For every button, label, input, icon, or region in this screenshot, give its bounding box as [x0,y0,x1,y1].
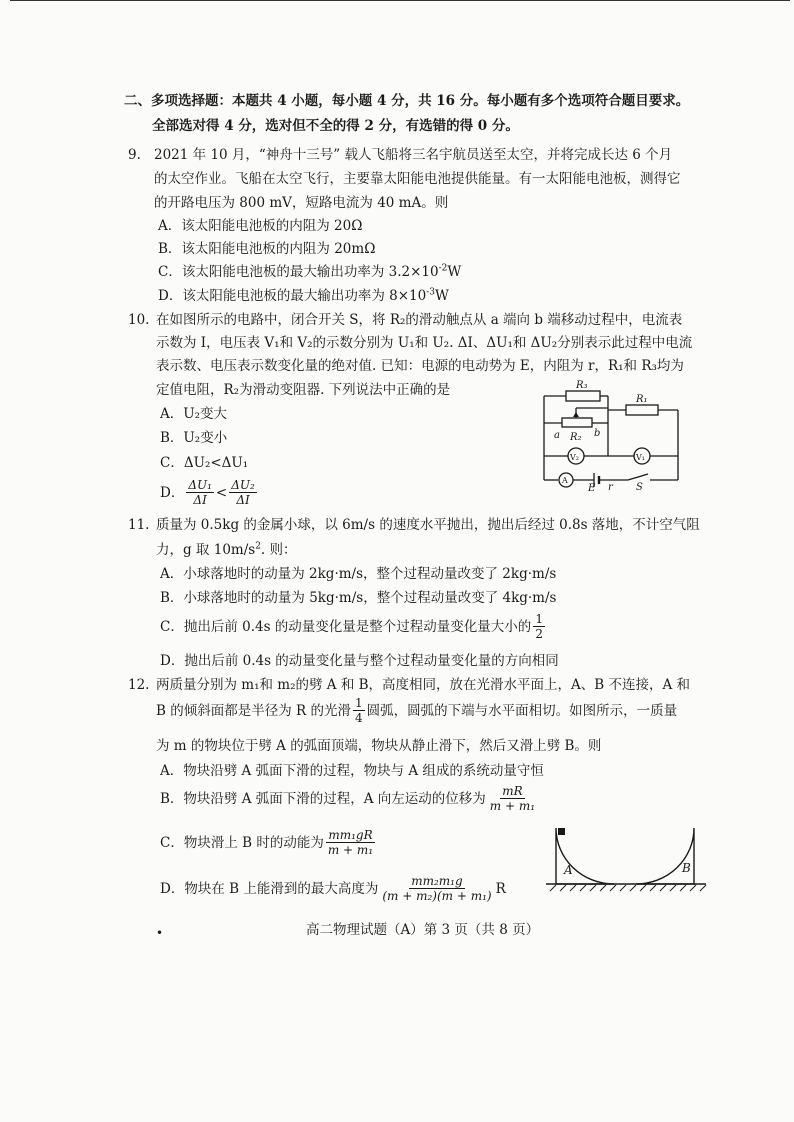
q10-option-c: C．ΔU₂<ΔU₁ [160,455,249,471]
page-footer: 高二物理试题（A）第 3 页（共 8 页） [306,922,540,938]
block-icon [558,828,565,835]
label-v2: V₂ [570,453,579,462]
q10-option-d: D． $\frac{\text{ΔU₁}}{\Delta I}$ < $\frac{\text{ΔU₂}}{\Delta I}$ [160,478,255,507]
q10-option-b: B．U₂变小 [160,430,228,446]
label-wedge-a: A [564,863,573,877]
q11-option-b: B．小球落地时的动量为 5kg·m/s，整个过程动量改变了 4kg·m/s [160,590,557,606]
q11-option-c-frac: $\frac{1}{2}$ [535,612,543,641]
q9-line2: 的太空作业。飞船在太空飞行，主要靠太阳能电池提供能量。有一太阳能电池板，测得它 [154,171,681,187]
q12-option-c: C．物块滑上 B 时的动能为 $\frac{\text{mm₁gR}}{\text{m + m₁}}$ [160,828,374,857]
q9-option-a: A．该太阳能电池板的内阻为 20Ω [158,218,363,234]
q10-line3: 表示数、电压表示数变化量的绝对值. 已知：电源的电动势为 E，内阻为 r，R₁和 R₃均为 [156,358,684,374]
q11-line1: 质量为 0.5kg 的金属小球，以 6m/s 的速度水平抛出，抛出后经过 0.8s 落地，不计空气阻 [156,517,700,533]
q12-number: 12. [128,677,150,693]
q9-option-c: C．该太阳能电池板的最大输出功率为 $3.2\times 10^{-2}W$ [158,263,462,280]
label-b-end: b [594,428,601,439]
q10-option-d-frac1: $\frac{\text{ΔU₁}}{\Delta I}$ [188,478,212,507]
q12-option-a: A．物块沿劈 A 弧面下滑的过程，物块与 A 组成的系统动量守恒 [160,763,544,779]
q12-option-c-frac: $\frac{\text{mm₁gR}}{\text{m + m₁}}$ [327,828,374,857]
q11-number: 11. [128,517,150,533]
label-r-internal: r [608,482,613,493]
q11-option-d: D．抛出后前 0.4s 的动量变化量与整个过程动量变化量的方向相同 [160,653,559,669]
q10-circuit-diagram [536,378,686,493]
q10-option-a: A．U₂变大 [160,406,228,422]
q12-option-b: B．物块沿劈 A 弧面下滑的过程，A 向左运动的位移为 $\frac{mR}{\text{m + m₁}}$ [160,784,536,813]
q9-option-b: B．该太阳能电池板的内阻为 20mΩ [158,241,376,257]
q12-option-d-frac: $\frac{\text{mm₂m₁g}}{\text{(m + m₂)(m + m₁)}}$ [382,874,492,903]
q10-line2: 示数为 I，电压表 V₁和 V₂的示数分别为 U₁和 U₂. ΔI、ΔU₁和 ΔU₂分别表示此过程中电流 [156,335,693,351]
q12-line2-frac: $\frac{1}{4}$ [354,696,363,725]
label-v1: V₁ [636,453,645,462]
section-heading-line2: 全部选对得 4 分，选对但不全的得 2 分，有选错的得 0 分。 [152,118,519,134]
q11-option-c: C．抛出后前 0.4s 的动量变化量是整个过程动量变化量大小的 $\frac{1}{2}$ [160,612,543,641]
footer-bullet: • [156,926,164,940]
q9-number: 9. [128,147,141,163]
q10-option-d-frac2: $\frac{\text{ΔU₂}}{\Delta I}$ [231,478,255,507]
label-wedge-b: B [682,861,691,875]
q11-line2: 力，g 取 $10m/s^2$. 则： [156,541,297,558]
q9-line1: 2021 年 10 月，“神舟十三号” 载人飞船将三名宇航员送至太空，并将完成长达 6 个月 [154,147,673,163]
top-rule [10,0,790,4]
label-r2: R₂ [570,432,582,443]
q12-line1: 两质量分别为 m₁和 m₂的劈 A 和 B，高度相同，放在光滑水平面上，A、B 不连接，A 和 [156,677,691,693]
label-r1: R₁ [636,394,648,405]
q12-option-b-frac: $\frac{mR}{\text{m + m₁}}$ [489,784,536,813]
q9-option-d: D．该太阳能电池板的最大输出功率为 $8\times 10^{-3}W$ [158,287,449,304]
q12-line3: 为 m 的物块位于劈 A 的弧面顶端，物块从静止滑下，然后又滑上劈 B。则 [156,738,602,754]
label-r3: R₃ [576,380,588,391]
q12-option-d: D．物块在 B 上能滑到的最大高度为 $\frac{\text{mm₂m₁g}}{\text{(m + m₂)(m + m₁)}}$ R [160,874,506,903]
q10-line4: 定值电阻，R₂为滑动变阻器. 下列说法中正确的是 [156,382,451,398]
label-switch: S [636,482,643,493]
q9-line3: 的开路电压为 800 mV，短路电流为 40 mA。则 [154,195,449,211]
q10-number: 10. [128,312,150,328]
q11-option-a: A．小球落地时的动量为 2kg·m/s，整个过程动量改变了 2kg·m/s [160,566,557,582]
q10-line1: 在如图所示的电路中，闭合开关 S，将 R₂的滑动触点从 a 端向 b 端移动过程中，电流表 [156,312,683,328]
label-a-end: a [554,430,560,441]
label-emf: E [588,483,596,493]
q12-wedge-diagram [544,822,708,894]
q12-line2: B 的倾斜面都是半径为 R 的光滑 $\frac{1}{4}$ 圆弧，圆弧的下端与水平面相切。如图所示，一质量 [156,696,678,725]
section-heading-line1: 二、多项选择题：本题共 4 小题，每小题 4 分，共 16 分。每小题有多个选项符合题目要求。 [124,93,690,109]
label-ammeter: A [562,476,568,485]
